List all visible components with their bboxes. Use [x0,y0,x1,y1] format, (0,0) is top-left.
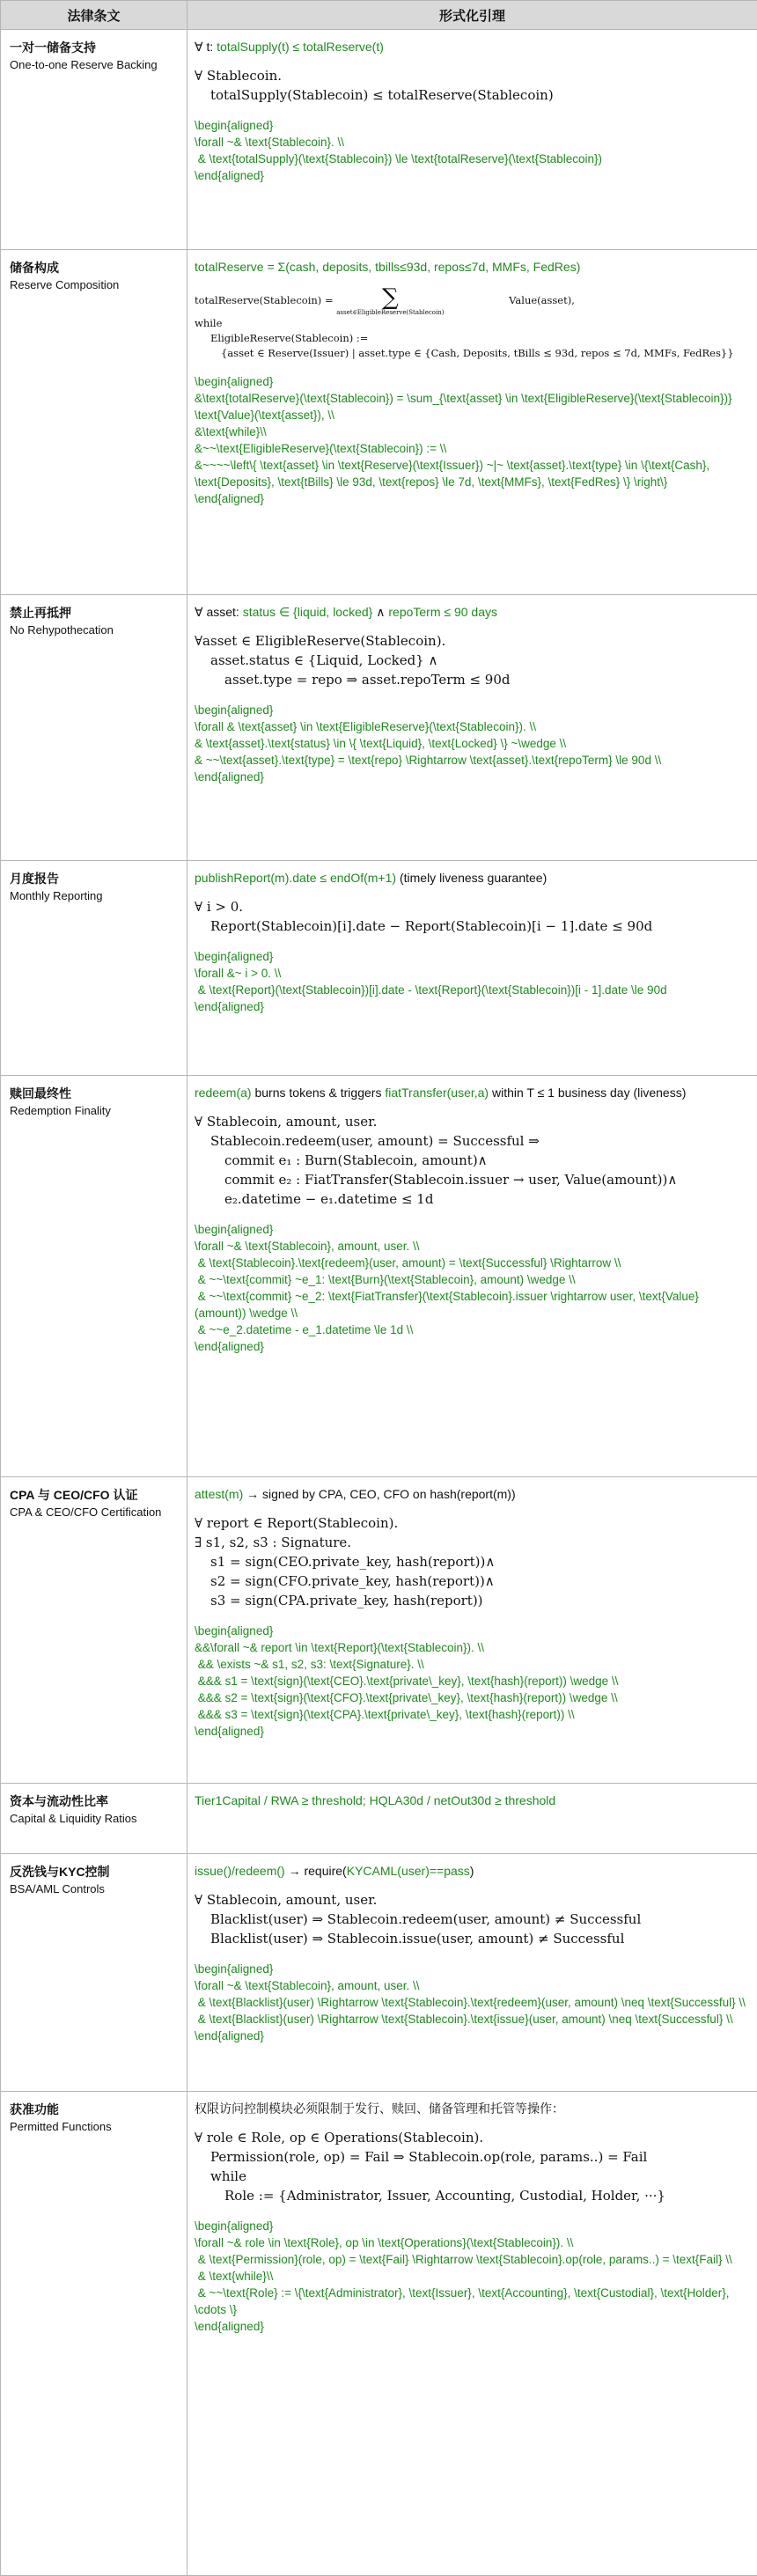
law-title-en: Reserve Composition [10,276,178,293]
formula-block [195,66,750,105]
formula-block [195,1112,750,1209]
latex-line: \forall ~& \text{Stablecoin}, amount, user. \\ [195,1977,750,1994]
law-title-en: Redemption Finality [10,1102,178,1119]
latex-line: \begin{aligned} [195,1221,750,1238]
latex-line: & \text{Blacklist}(user) \Rightarrow \text{Stablecoin}.\text{redeem}(user, amount) \neq \text{Successful} \\ [195,1994,750,2011]
latex-line: \begin{aligned} [195,1961,750,1977]
summary-fragment: redeem(a) [195,1086,252,1100]
header-formal-lemma: 形式化引理 [187,1,757,30]
law-title-zh: CPA 与 CEO/CFO 认证 [10,1486,178,1504]
latex-line: \begin{aligned} [195,373,750,390]
latex-source [195,373,750,507]
latex-line: \end{aligned} [195,769,750,785]
latex-line: &~~\text{EligibleReserve}(\text{Stablecoin}) := \\ [195,440,750,457]
summary-fragment: publishReport(m).date ≤ endOf(m+1) [195,871,396,885]
formula-line: ∀ report ∈ Report(Stablecoin). [195,1513,750,1533]
law-title-zh: 一对一储备支持 [10,39,178,56]
sigma-symbol: ∑ [336,286,444,309]
law-title-en: No Rehypothecation [10,622,178,638]
lemma-summary [195,1084,750,1101]
formal-lemma-cell [187,861,757,1076]
summary-fragment: ∧ [372,605,388,619]
latex-line: & \text{asset}.\text{status} \in \{ \text{Liquid}, \text{Locked} \} ~\wedge \\ [195,735,750,752]
formula-line: Role := {Administrator, Issuer, Accounting, Custodial, Holder, ···} [195,2186,750,2205]
formal-lemma-cell [187,250,757,595]
law-article-cell [1,1076,187,1477]
latex-line: &\text{totalReserve}(\text{Stablecoin}) = \sum_{\text{asset} \in \text{EligibleReserve}(\text{Stablecoin})} \text{Value}(\text{asset}), \\ [195,390,750,423]
latex-line: & \text{Stablecoin}.\text{redeem}(user, amount) = \text{Successful} \Rightarrow \\ [195,1255,750,1271]
law-title-zh: 储备构成 [10,259,178,276]
law-article-cell [1,595,187,861]
formula-line: ∀asset ∈ EligibleReserve(Stablecoin). [195,631,750,651]
summary-fragment: within T ≤ 1 business day (liveness) [489,1086,686,1100]
latex-line: & ~~\text{asset}.\text{type} = \text{repo} \Rightarrow \text{asset}.\text{repoTerm} \le 90d \\ [195,752,750,769]
latex-line: \forall ~& \text{Stablecoin}, amount, user. \\ [195,1238,750,1255]
latex-line: & \text{totalSupply}(\text{Stablecoin}) \le \text{totalReserve}(\text{Stablecoin}) [195,151,750,167]
lemma-summary [195,258,750,276]
lemma-summary [195,869,750,887]
latex-line: & \text{while}\\ [195,2268,750,2285]
formula-block [195,897,750,936]
law-title-en: Capital & Liquidity Ratios [10,1810,178,1827]
formula-line: asset.type = repo ⇒ asset.repoTerm ≤ 90d [195,670,750,689]
law-title-en: Permitted Functions [10,2118,178,2135]
formula-block [195,1890,750,1948]
law-article-cell [1,1784,187,1854]
formula-line: commit e₂ : FiatTransfer(Stablecoin.issuer → user, Value(amount))∧ [195,1170,750,1189]
latex-line: \end{aligned} [195,167,750,184]
formula-line: ∀ Stablecoin, amount, user. [195,1890,750,1910]
table-row [1,861,757,1076]
latex-line: \end{aligned} [195,2318,750,2335]
latex-line: & \text{Report}(\text{Stablecoin})[i].date - \text{Report}(\text{Stablecoin})[i - 1].date \le 90d [195,982,750,998]
summary-fragment: KYCAML(user)==pass [347,1864,470,1878]
formula-block [195,286,750,361]
law-title-zh: 禁止再抵押 [10,604,178,622]
formula-line: s1 = sign(CEO.private_key, hash(report))∧ [195,1552,750,1571]
latex-line: \begin{aligned} [195,1623,750,1639]
table-row [1,1076,757,1477]
table-row [1,1477,757,1784]
lemma-summary [195,1862,750,1880]
table-row [1,2092,757,2576]
formula-line: Blacklist(user) ⇒ Stablecoin.issue(user, amount) ≠ Successful [195,1929,750,1948]
formal-lemma-cell [187,1477,757,1784]
latex-source [195,1221,750,1355]
lemma-summary [195,1792,750,1809]
latex-line: \begin{aligned} [195,948,750,965]
formula-block [195,631,750,689]
latex-line: & ~~\text{Role} := \{\text{Administrator}, \text{Issuer}, \text{Accounting}, \text{Custodial}, \text{Holder}, \cdots \} [195,2285,750,2318]
formula-line: Stablecoin.redeem(user, amount) = Successful ⇒ [195,1131,750,1151]
formula-line: e₂.datetime − e₁.datetime ≤ 1d [195,1189,750,1209]
latex-line: \forall & \text{asset} \in \text{EligibleReserve}(\text{Stablecoin}). \\ [195,718,750,735]
formula-line: EligibleReserve(Stablecoin) := [195,331,750,346]
summary-fragment: ∀ t: [195,40,217,54]
summary-fragment: totalReserve = Σ(cash, deposits, tbills≤93d, repos≤7d, MMFs, FedRes) [195,260,580,274]
law-article-cell [1,1854,187,2092]
law-title-zh: 反洗钱与KYC控制 [10,1863,178,1880]
latex-source [195,948,750,1015]
latex-line: \forall &~ i > 0. \\ [195,965,750,982]
summary-fragment: Tier1Capital / RWA ≥ threshold; HQLA30d / netOut30d ≥ threshold [195,1793,555,1807]
latex-source [195,1623,750,1740]
law-title-en: BSA/AML Controls [10,1880,178,1897]
formula-block [195,2128,750,2205]
header-row [1,1,757,30]
formula-line: ∀ role ∈ Role, op ∈ Operations(Stablecoin). [195,2128,750,2147]
law-article-cell [1,861,187,1076]
law-title-en: One-to-one Reserve Backing [10,56,178,73]
formula-line: Blacklist(user) ⇒ Stablecoin.redeem(user, amount) ≠ Successful [195,1910,750,1929]
formula-line: ∀ Stablecoin. [195,66,750,85]
summary-fragment: burns tokens & triggers [252,1086,386,1100]
formula-line: totalSupply(Stablecoin) ≤ totalReserve(Stablecoin) [195,85,750,105]
lemma-summary [195,38,750,55]
latex-line: \forall ~& role \in \text{Role}, op \in \text{Operations}(\text{Stablecoin}). \\ [195,2234,750,2251]
formula-line: s2 = sign(CFO.private_key, hash(report))∧ [195,1571,750,1591]
latex-line: & \text{Blacklist}(user) \Rightarrow \text{Stablecoin}.\text{issue}(user, amount) \neq \text{Successful} \\ [195,2011,750,2028]
latex-line: & \text{Permission}(role, op) = \text{Fail} \Rightarrow \text{Stablecoin}.op(role, params..) = \text{Fail} \\ [195,2251,750,2268]
latex-line: \begin{aligned} [195,2218,750,2234]
formula-line: Permission(role, op) = Fail ⇒ Stablecoin.op(role, params..) = Fail [195,2147,750,2167]
table-row [1,250,757,595]
latex-line: \begin{aligned} [195,117,750,134]
latex-line: \begin{aligned} [195,702,750,718]
latex-line: &&& s3 = \text{sign}(\text{CPA}.\text{private\_key}, \text{hash}(report)) \\ [195,1706,750,1723]
latex-source [195,1961,750,2044]
latex-line: \end{aligned} [195,1723,750,1740]
latex-line: \end{aligned} [195,2028,750,2044]
formula-line: s3 = sign(CPA.private_key, hash(report)) [195,1591,750,1610]
formula-line: commit e₁ : Burn(Stablecoin, amount)∧ [195,1151,750,1170]
formal-lemma-cell [187,1076,757,1477]
formula-line: asset.status ∈ {Liquid, Locked} ∧ [195,651,750,670]
law-article-cell [1,30,187,250]
lemma-summary [195,603,750,621]
formula-rhs: Value(asset), [445,294,575,306]
law-title-en: CPA & CEO/CFO Certification [10,1504,178,1520]
law-title-zh: 获准功能 [10,2101,178,2118]
table-row [1,1854,757,2092]
latex-line: &&& s2 = \text{sign}(\text{CFO}.\text{private\_key}, \text{hash}(report)) \wedge \\ [195,1689,750,1706]
law-title-zh: 赎回最终性 [10,1085,178,1102]
lemma-summary [195,2100,750,2117]
formal-lemma-cell [187,2092,757,2576]
formal-lemma-cell [187,1784,757,1854]
latex-line: &\text{while}\\ [195,423,750,440]
law-title-zh: 月度报告 [10,870,178,887]
summary-fragment: 权限访问控制模块必须限制于发行、赎回、储备管理和托管等操作： [195,2101,564,2116]
formula-line: ∀ Stablecoin, amount, user. [195,1112,750,1131]
latex-line: \forall ~& \text{Stablecoin}. \\ [195,134,750,151]
latex-line: \end{aligned} [195,998,750,1015]
latex-line: &&& s1 = \text{sign}(\text{CEO}.\text{private\_key}, \text{hash}(report)) \wedge \\ [195,1673,750,1689]
formal-lemma-cell [187,1854,757,2092]
latex-line: & ~~e_2.datetime - e_1.datetime \le 1d \\ [195,1321,750,1338]
summary-fragment: fiatTransfer(user,a) [385,1086,489,1100]
summary-fragment: attest(m) [195,1487,243,1501]
formula-line [195,286,750,316]
table-row [1,30,757,250]
latex-line: \end{aligned} [195,1338,750,1355]
formula-line: {asset ∈ Reserve(Issuer) | asset.type ∈ {Cash, Deposits, tBills ≤ 93d, repos ≤ 7d, MMFs, FedRes}} [195,346,750,361]
table-row [1,595,757,861]
summary-fragment: ∀ asset: [195,605,243,619]
summary-fragment: repoTerm ≤ 90 days [388,605,497,619]
latex-line: & ~~\text{commit} ~e_2: \text{FiatTransfer}(\text{Stablecoin}.issuer \rightarrow user, \text{Value}(amount)) \wedge \\ [195,1288,750,1321]
summary-fragment: issue()/redeem() [195,1864,285,1878]
sum-operator [336,286,444,316]
latex-line: &&\forall ~& report \in \text{Report}(\text{Stablecoin}). \\ [195,1639,750,1656]
summary-fragment: → require( [285,1864,347,1878]
latex-line: \end{aligned} [195,490,750,507]
formula-block [195,1513,750,1610]
law-article-cell [1,250,187,595]
summary-fragment: (timely liveness guarantee) [396,871,547,885]
latex-line: &~~~~\left\{ \text{asset} \in \text{Reserve}(\text{Issuer}) ~|~ \text{asset}.\text{type} \in \{\text{Cash}, \text{Deposits}, \text{tBills} \le 93d, \text{repos} \le 7d, \text{MMFs}, \text{FedRes} \} \right\} [195,457,750,490]
summary-fragment: ) [470,1864,474,1878]
formula-line: ∀ i > 0. [195,897,750,916]
summary-fragment: status ∈ {liquid, locked} [243,605,373,619]
formula-line: while [195,2167,750,2186]
table-row [1,1784,757,1854]
lemma-summary [195,1485,750,1503]
law-article-cell [1,1477,187,1784]
summary-fragment: totalSupply(t) ≤ totalReserve(t) [217,40,384,54]
latex-source [195,117,750,184]
summary-fragment: → signed by CPA, CEO, CFO on hash(report(m)) [243,1487,515,1501]
header-law-article: 法律条文 [1,1,187,30]
formula-line: ∃ s1, s2, s3 : Signature. [195,1533,750,1552]
law-title-en: Monthly Reporting [10,887,178,904]
latex-source [195,2218,750,2335]
law-article-cell [1,2092,187,2576]
latex-line: & ~~\text{commit} ~e_1: \text{Burn}(\text{Stablecoin}, amount) \wedge \\ [195,1271,750,1288]
latex-source [195,702,750,785]
latex-line: && \exists ~& s1, s2, s3: \text{Signature}. \\ [195,1656,750,1673]
formula-line: while [195,316,750,331]
formula-lhs: totalReserve(Stablecoin) = [195,294,336,306]
formula-line: Report(Stablecoin)[i].date − Report(Stablecoin)[i − 1].date ≤ 90d [195,916,750,936]
law-title-zh: 资本与流动性比率 [10,1792,178,1810]
sum-subscript: asset∈EligibleReserve(Stablecoin) [336,309,444,316]
formal-lemma-cell [187,595,757,861]
formal-lemma-cell [187,30,757,250]
